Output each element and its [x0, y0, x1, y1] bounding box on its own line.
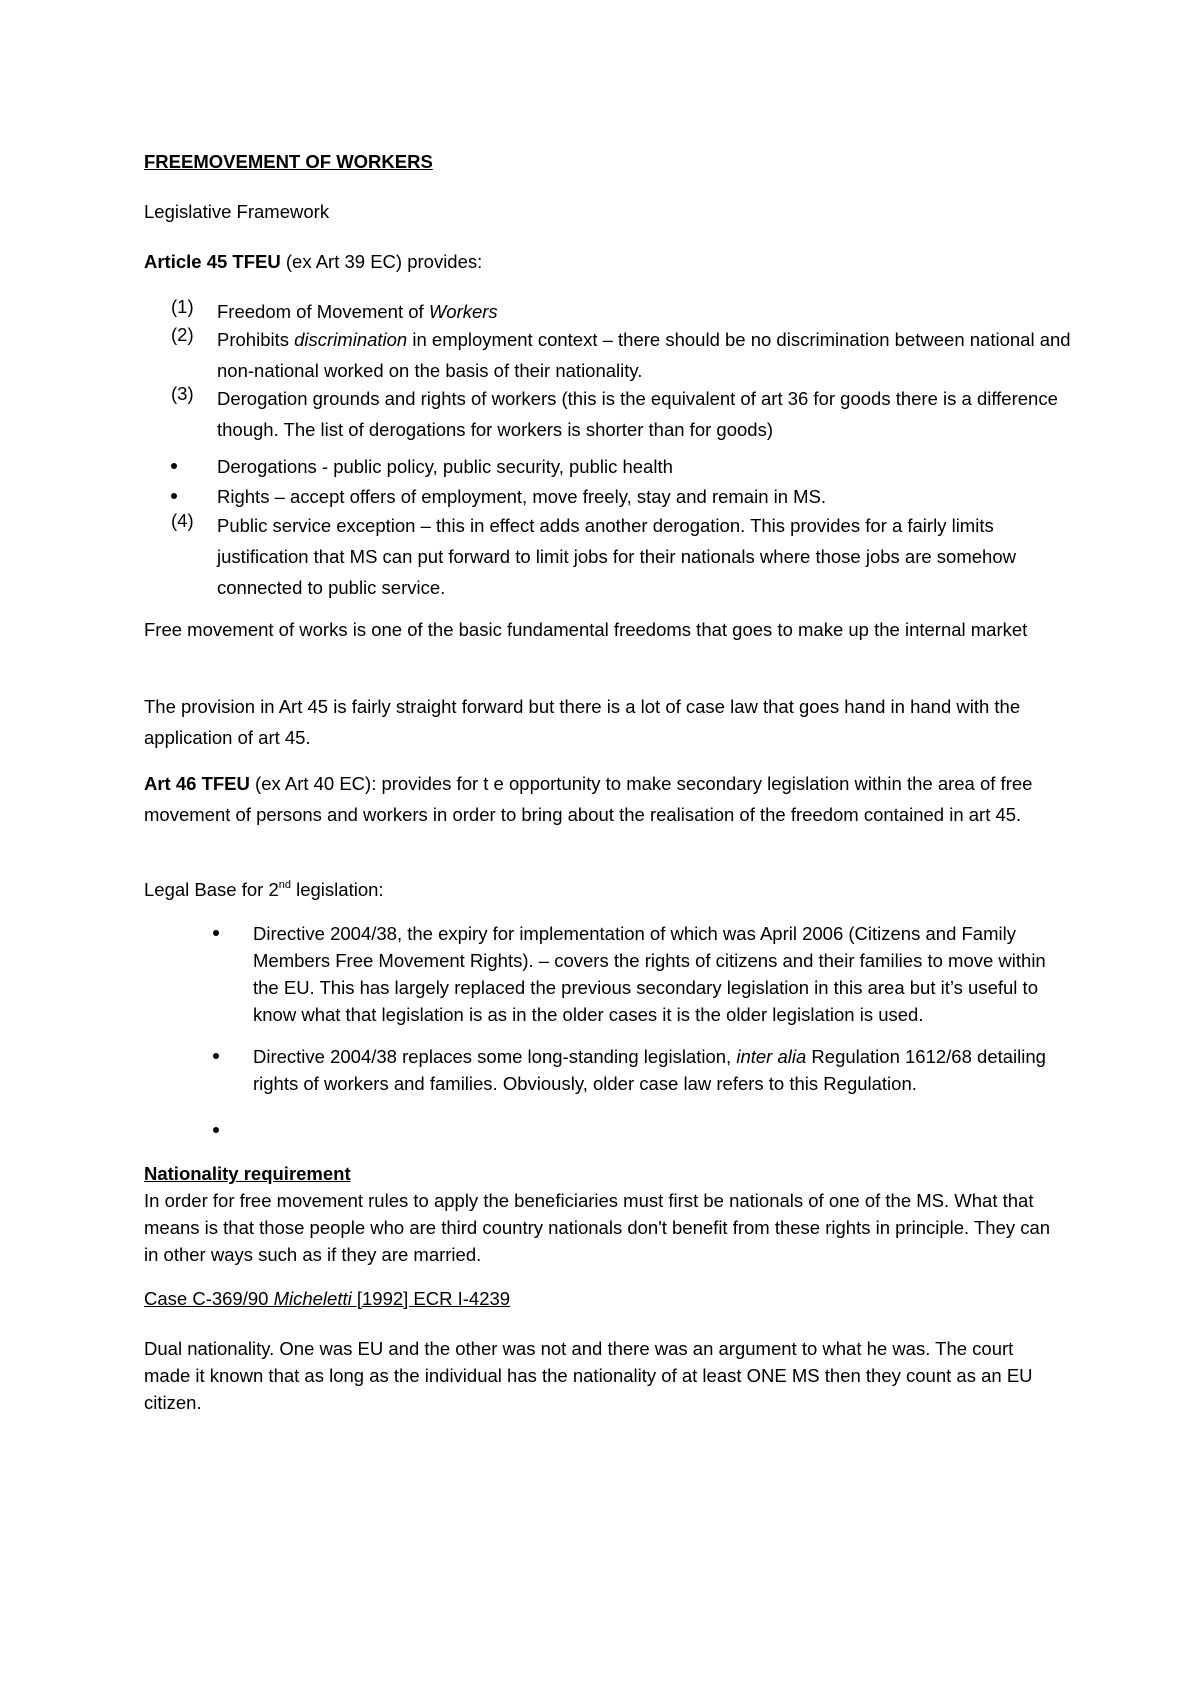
case-paragraph: Dual nationality. One was EU and the other was not and there was an argument to what he was. The court made it known that as long as the individual has the nationality of at least ONE MS then they count as an EU citizen. [144, 1338, 1033, 1413]
document-title: FREEMOVEMENT OF WORKERS [144, 151, 433, 172]
case-citation: Case C-369/90 Micheletti [1992] ECR I-4239 [144, 1288, 511, 1309]
document-page: FREEMOVEMENT OF WORKERS Legislative Framework Article 45 TFEU (ex Art 39 EC) provides: (1) Freedom of Movement of Workers (2) Prohibits discrimination in employment context – there should be no discrimination between national and non-national worked on the basis of their nationality. (3) Derogation grounds and rights of workers (this is the equivalent of art 36 for goods there is a difference though. The list of derogations for workers is shorter than for goods) Derogations - public policy, public security, public health Rights – accept offers of employment, move freely, stay and remain in MS. (4) Public service exception – this in effect adds another derogation. This provides for a fairly limits justification that MS can put forward to limit jobs for their nationals where those jobs are somehow connected to public service. Free movement of works is one of the basic fundamental freedoms that goes to make up the internal market The provision in Art 45 is fairly straight forward but there is a lot of case law that goes hand in hand with the application of art 45. Art 46 TFEU (ex Art 40 EC): provides for t e opportunity to make secondary legislation within the area of free movement of persons and workers in order to bring about the realisation of the freedom contained in art 45. Legal Base for 2nd legislation: Directive 2004/38, the expiry for implementation of which was April 2006 (Citizens and Family Members Free Movement Rights). – covers the rights of citizens and their families to move within the EU. This has largely replaced the previous secondary legislation in this area but it’s useful to know what that legislation is as in the older cases it is the older legislation is used. Directive 2004/38 replaces some long-standing legislation, inter alia Regulation 1612/68 detailing rights of workers and families. Obviously, older case law refers to this Regulation. Nationality requirement In order for free movement rules to apply the beneficiaries must first be nationals of one of the MS. What that means is that those people who are third country nationals don't benefit from these rights in principle. They can in other ways such as if they are married. Case C-369/90 Micheletti [1992] ECR I-4239 Dual nationality. One was EU and the other was not and there was an argument to what he was. The court made it known that as long as the individual has the nationality of at least ONE MS then they count as an EU citizen. [0, 0, 1200, 1698]
paragraph-free-movement: Free movement of works is one of the basic fundamental freedoms that goes to make up the internal market [144, 619, 1028, 640]
paragraph-provision: The provision in Art 45 is fairly straight forward but there is a lot of case law that goes hand in hand with the application of art 45. [144, 696, 1021, 748]
nationality-heading: Nationality requirement [144, 1163, 351, 1184]
bullet-icon [171, 463, 177, 469]
legal-base-heading: Legal Base for 2nd legislation: [144, 878, 384, 900]
bullet-icon [171, 493, 177, 499]
bullet-icon [213, 1127, 219, 1133]
bullet-icon [213, 930, 219, 936]
article-45-intro: Article 45 TFEU (ex Art 39 EC) provides: [144, 251, 483, 272]
article-46-paragraph: Art 46 TFEU (ex Art 40 EC): provides for t e opportunity to make secondary legislation within the area of free movement of persons and workers in order to bring about the realisation of the freedom contained in art 45. [144, 773, 1033, 825]
bullet-icon [213, 1053, 219, 1059]
nationality-paragraph: In order for free movement rules to apply the beneficiaries must first be nationals of one of the MS. What that means is that those people who are third country nationals don't benefit from these rights in principle. They can in other ways such as if they are married. [144, 1190, 1051, 1265]
section-subtitle: Legislative Framework [144, 201, 330, 222]
